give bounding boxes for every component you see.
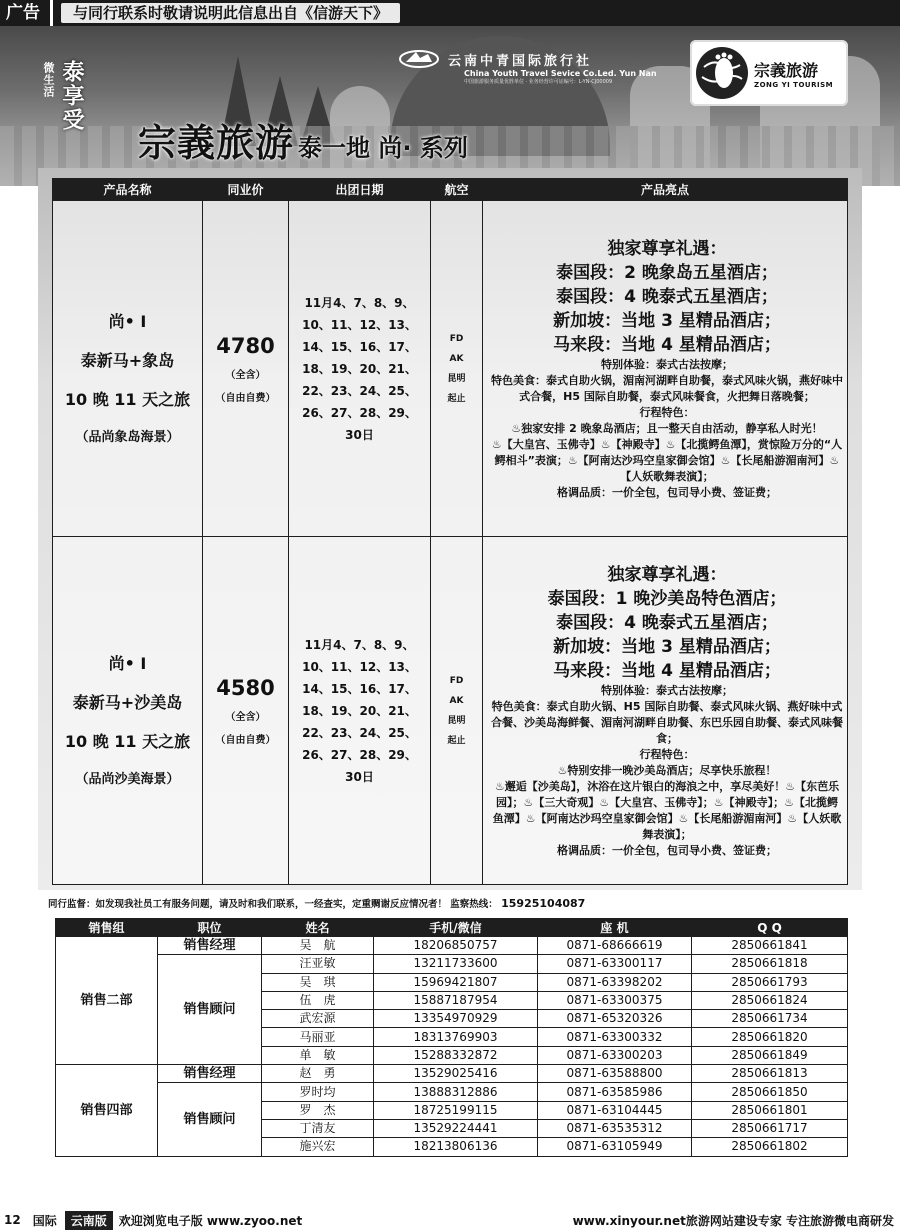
staff-name: 单 敏 — [262, 1046, 374, 1064]
product-code: 尚• I — [108, 311, 147, 331]
airline-line: FD — [449, 333, 464, 344]
staff-mobile: 13354970929 — [374, 1010, 538, 1028]
highlight-detail: 行程特色： — [639, 405, 695, 419]
brand-name: 宗義旅游 — [754, 60, 819, 80]
dept-cell: 销售二部 — [56, 937, 158, 1065]
product-header-row — [53, 179, 848, 201]
staff-table — [55, 918, 848, 1157]
date-line: 30日 — [345, 427, 374, 442]
staff-qq: 2850661841 — [692, 937, 848, 955]
staff-name: 罗 杰 — [262, 1101, 374, 1119]
staff-landline: 0871-63300375 — [538, 991, 692, 1009]
highlight-detail: 特色美食：泰式自助火锅，湄南河湖畔自助餐，泰式风味火锅，燕好味中式合餐，H5 国际自助餐，泰式风味餐食，火把舞日落晚餐； — [491, 373, 843, 403]
staff-landline: 0871-63300203 — [538, 1046, 692, 1064]
highlight-line: 新加坡：当地 3 星精品酒店； — [553, 310, 781, 331]
agency-name-en: China Youth Travel Sevice Co.Led. Yun Nan — [464, 69, 657, 78]
role-cell: 销售顾问 — [158, 955, 262, 1065]
staff-qq: 2850661818 — [692, 955, 848, 973]
footer-right-text: www.xinyour.net旅游网站建设专家 专注旅游微电商研发 — [572, 1213, 894, 1228]
highlight-detail: 行程特色： — [639, 747, 695, 761]
product-panel — [38, 168, 862, 890]
staff-mobile: 15288332872 — [374, 1046, 538, 1064]
date-line: 10、11、12、13、 — [302, 659, 417, 674]
page-footer — [0, 1210, 900, 1230]
role-cell: 销售顾问 — [158, 1083, 262, 1156]
staff-landline: 0871-63535312 — [538, 1119, 692, 1137]
product-route: 泰新马+沙美岛 — [72, 692, 183, 712]
staff-mobile: 13529224441 — [374, 1119, 538, 1137]
staff-name: 罗时均 — [262, 1083, 374, 1101]
table-row — [56, 937, 848, 955]
airline-line: 起止 — [447, 393, 466, 404]
col-header-name: 产品名称 — [53, 179, 203, 201]
col-header-landline: 座 机 — [538, 919, 692, 937]
staff-qq: 2850661820 — [692, 1028, 848, 1046]
col-header-qq: Q Q — [692, 919, 848, 937]
supervision-notice — [48, 896, 878, 910]
supervision-text: 同行监督：如发现我社员工有服务问题，请及时和我们联系，一经查实，定重赒谢反应情况者！ 监察热线： — [48, 899, 498, 910]
col-header-airline: 航空 — [431, 179, 483, 201]
product-note: （品尚沙美海景） — [75, 771, 180, 787]
highlight-line: 泰国段：1 晚沙美岛特色酒店； — [547, 588, 787, 609]
highlight-detail: ♨特别安排一晚沙美岛酒店；尽享快乐旅程！ — [557, 763, 777, 777]
staff-name: 汪亚敏 — [262, 955, 374, 973]
slogan-small: 微生活 — [42, 62, 55, 98]
staff-qq: 2850661793 — [692, 973, 848, 991]
product-dates-cell — [289, 537, 431, 885]
date-line: 14、15、16、17、 — [302, 681, 417, 696]
series-title — [138, 112, 468, 167]
source-notice: 与同行联系时敬请说明此信息出自《信游天下》 — [61, 3, 400, 23]
product-price: 4580 — [216, 675, 275, 700]
product-name-cell — [53, 201, 203, 537]
col-header-highlights: 产品亮点 — [483, 179, 848, 201]
staff-name: 施兴宏 — [262, 1138, 374, 1156]
highlight-line: 泰国段：2 晚象岛五星酒店； — [556, 262, 778, 283]
staff-qq: 2850661801 — [692, 1101, 848, 1119]
staff-qq: 2850661850 — [692, 1083, 848, 1101]
ad-tag: 广告 — [0, 0, 53, 26]
section-tag: 国际 — [32, 1213, 57, 1228]
product-duration: 10 晚 11 天之旅 — [64, 731, 191, 751]
product-route: 泰新马+象岛 — [80, 350, 175, 370]
staff-qq: 2850661734 — [692, 1010, 848, 1028]
staff-name: 吴 航 — [262, 937, 374, 955]
airline-line: 起止 — [447, 735, 466, 746]
staff-name: 赵 勇 — [262, 1065, 374, 1083]
date-line: 11月4、7、8、9、 — [304, 637, 415, 652]
date-line: 26、27、28、29、 — [302, 747, 417, 762]
price-note: （自由自费） — [215, 392, 276, 404]
highlight-line: 新加坡：当地 3 星精品酒店； — [553, 636, 781, 657]
product-dates-cell — [289, 201, 431, 537]
product-row — [53, 537, 848, 885]
staff-mobile: 18313769903 — [374, 1028, 538, 1046]
date-line: 22、23、24、25、 — [302, 725, 417, 740]
agency-info — [398, 50, 657, 85]
staff-qq: 2850661849 — [692, 1046, 848, 1064]
highlight-detail: ♨独家安排 2 晚象岛酒店；且一整天自由活动，静享私人时光！ — [511, 421, 823, 435]
staff-name: 伍 虎 — [262, 991, 374, 1009]
airline-line: 昆明 — [447, 715, 466, 726]
airline-line: FD — [449, 675, 464, 686]
staff-mobile: 18213806136 — [374, 1138, 538, 1156]
staff-mobile: 18725199115 — [374, 1101, 538, 1119]
staff-mobile: 15969421807 — [374, 973, 538, 991]
product-price-cell — [203, 201, 289, 537]
staff-landline: 0871-63300332 — [538, 1028, 692, 1046]
series-subtitle: 泰一地 尚· 系列 — [298, 134, 468, 162]
staff-landline: 0871-63105949 — [538, 1138, 692, 1156]
highlight-detail: 特色美食：泰式自助火锅、H5 国际自助餐、泰式风味火锅、燕好味中式合餐、沙美岛海鲜餐、湄南河湖畔自助餐、东巴乐园自助餐、泰式风味餐食； — [491, 699, 843, 745]
staff-qq: 2850661813 — [692, 1065, 848, 1083]
staff-landline: 0871-63300117 — [538, 955, 692, 973]
staff-mobile: 13529025416 — [374, 1065, 538, 1083]
highlight-detail: ♨【大皇宫、玉佛寺】♨【神殿寺】♨【北揽鳄鱼潭】，赏惊险万分的“人鳄相斗”表演；♨【阿南达沙玛空皇家御会馆】♨【长尾船游湄南河】♨【人妖歌舞表演】； — [491, 437, 843, 483]
staff-landline: 0871-68666619 — [538, 937, 692, 955]
page-number: 12 — [4, 1213, 21, 1227]
col-header-dates: 出团日期 — [289, 179, 431, 201]
highlight-detail: ♨邂逅【沙美岛】，沐浴在这片银白的海浪之中，享尽美好！♨【东芭乐园】；♨【三大奇观】♨【大皇宫、玉佛寺】；♨【神殿寺】；♨【北揽鳄鱼潭】♨【阿南达沙玛空皇家御会馆】♨【长尾船游湄南河】♨【人妖歌舞表演】； — [492, 779, 842, 841]
date-line: 10、11、12、13、 — [302, 317, 417, 332]
date-line: 18、19、20、21、 — [302, 703, 417, 718]
table-row — [56, 955, 848, 973]
staff-landline: 0871-63585986 — [538, 1083, 692, 1101]
product-highlights-cell — [483, 201, 848, 537]
highlight-detail: 特别体验：泰式古法按摩； — [601, 357, 733, 371]
product-duration: 10 晚 11 天之旅 — [64, 389, 191, 409]
col-header-staff-name: 姓名 — [262, 919, 374, 937]
product-airline-cell — [431, 201, 483, 537]
date-line: 26、27、28、29、 — [302, 405, 417, 420]
brand-name-en: ZONG YI TOURISM — [754, 80, 834, 89]
airline-line: AK — [449, 353, 464, 364]
staff-name: 武宏源 — [262, 1010, 374, 1028]
highlight-line: 泰国段：4 晚泰式五星酒店； — [556, 612, 778, 633]
brand-logo-box — [690, 40, 848, 106]
table-row — [56, 1065, 848, 1083]
staff-qq: 2850661802 — [692, 1138, 848, 1156]
airline-line: 昆明 — [447, 373, 466, 384]
role-cell: 销售经理 — [158, 937, 262, 955]
product-price: 4780 — [216, 333, 275, 358]
globe-footprint-icon — [694, 45, 750, 101]
product-name-cell — [53, 537, 203, 885]
staff-mobile: 13888312886 — [374, 1083, 538, 1101]
edition-tag: 云南版 — [65, 1211, 113, 1230]
col-header-price: 同业价 — [203, 179, 289, 201]
staff-mobile: 15887187954 — [374, 991, 538, 1009]
product-price-cell — [203, 537, 289, 885]
top-banner — [0, 0, 900, 26]
product-code: 尚• I — [108, 653, 147, 673]
price-note: （全含） — [225, 711, 266, 723]
staff-header-row — [56, 919, 848, 937]
staff-name: 吴 琪 — [262, 973, 374, 991]
product-airline-cell — [431, 537, 483, 885]
highlight-title: 独家尊享礼遇： — [607, 238, 727, 259]
product-note: （品尚象岛海景） — [75, 429, 180, 445]
product-table — [52, 178, 848, 885]
role-cell: 销售经理 — [158, 1065, 262, 1083]
staff-landline: 0871-63398202 — [538, 973, 692, 991]
airline-line: AK — [449, 695, 464, 706]
product-highlights-cell — [483, 537, 848, 885]
date-line: 22、23、24、25、 — [302, 383, 417, 398]
agency-license: 中国旅游服务质量优胜单位 · 业务经营许可证编号：L-YN-CJ00009 — [464, 79, 613, 85]
date-line: 18、19、20、21、 — [302, 361, 417, 376]
series-brand: 宗義旅游 — [138, 121, 295, 165]
highlight-detail: 格调品质：一价全包，包司导小费、签证费； — [557, 843, 777, 857]
staff-landline: 0871-63588800 — [538, 1065, 692, 1083]
supervision-hotline: 15925104087 — [501, 897, 586, 910]
staff-landline: 0871-65320326 — [538, 1010, 692, 1028]
col-header-group: 销售组 — [56, 919, 158, 937]
staff-name: 马丽亚 — [262, 1028, 374, 1046]
highlight-detail: 格调品质：一价全包，包司导小费、签证费； — [557, 485, 777, 499]
date-line: 14、15、16、17、 — [302, 339, 417, 354]
agency-name: 云南中青国际旅行社 — [448, 54, 593, 69]
col-header-mobile: 手机/微信 — [374, 919, 538, 937]
staff-qq: 2850661717 — [692, 1119, 848, 1137]
highlight-title: 独家尊享礼遇： — [607, 564, 727, 585]
col-header-role: 职位 — [158, 919, 262, 937]
staff-landline: 0871-63104445 — [538, 1101, 692, 1119]
date-line: 30日 — [345, 769, 374, 784]
staff-mobile: 13211733600 — [374, 955, 538, 973]
slogan-big: 泰享受 — [59, 60, 84, 132]
highlight-line: 马来段：当地 4 星精品酒店； — [553, 660, 781, 681]
staff-qq: 2850661824 — [692, 991, 848, 1009]
table-row — [56, 1083, 848, 1101]
highlight-line: 马来段：当地 4 星精品酒店； — [553, 334, 781, 355]
footer-left-text: 欢迎浏览电子版 www.zyoo.net — [118, 1213, 303, 1228]
price-note: （自由自费） — [215, 734, 276, 746]
date-line: 11月4、7、8、9、 — [304, 295, 415, 310]
price-note: （全含） — [225, 369, 266, 381]
product-row — [53, 201, 848, 537]
highlight-line: 泰国段：4 晚泰式五星酒店； — [556, 286, 778, 307]
staff-mobile: 18206850757 — [374, 937, 538, 955]
highlight-detail: 特别体验：泰式古法按摩； — [601, 683, 733, 697]
staff-name: 丁清友 — [262, 1119, 374, 1137]
dept-cell: 销售四部 — [56, 1065, 158, 1156]
